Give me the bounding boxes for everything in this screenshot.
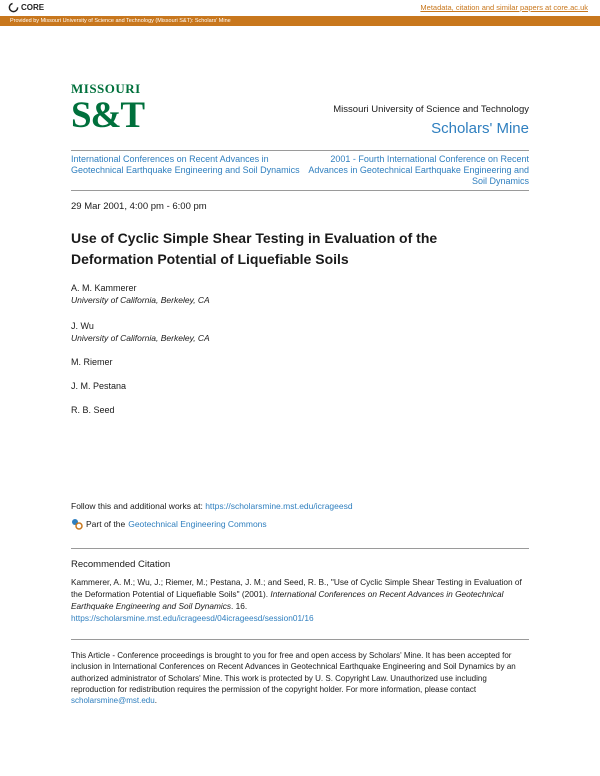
citation-number: . 16. <box>231 601 248 611</box>
divider <box>71 548 529 549</box>
author-affiliation: University of California, Berkeley, CA <box>71 333 210 343</box>
follow-line <box>71 501 353 511</box>
follow-url-link[interactable]: https://scholarsmine.mst.edu/icrageesd <box>205 501 353 511</box>
logo-st-text: S&T <box>71 95 145 136</box>
access-notice <box>71 650 533 706</box>
scholars-mine-link[interactable]: Scholars' Mine <box>431 120 529 137</box>
follow-prefix: Follow this and additional works at: <box>71 501 206 511</box>
provided-by-banner: Provided by Missouri University of Science and Technology (Missouri S&T): Scholars' Mine <box>0 16 600 26</box>
top-bar <box>0 0 600 16</box>
author-name: M. Riemer <box>71 357 113 367</box>
author-name: R. B. Seed <box>71 405 115 415</box>
author-name: J. Wu <box>71 321 94 331</box>
paper-title: Use of Cyclic Simple Shear Testing in Evaluation of the Deformation Potential of Liquefiable Soils <box>71 230 438 267</box>
part-of-line <box>71 518 267 530</box>
citation-text <box>71 576 533 624</box>
collection-link-left[interactable]: International Conferences on Recent Advances in Geotechnical Earthquake Engineering and Soil Dynamics <box>71 154 300 175</box>
author-name: A. M. Kammerer <box>71 283 137 293</box>
logo-missouri-text: MISSOURI <box>71 81 141 96</box>
access-notice-body: This Article - Conference proceedings is brought to you for free and open access by Scholars' Mine. It has been accepted for inclusion in International Conferences on Recent Advances in Geotechnical Earthquake Engineering and Soil Dynamics by an authorized administrator of Scholars' Mine. This work is protected by U. S. Copyright Law. Unauthorized use including reproduction for redistribution requires the permission of the copyright holder. For more information, please contact <box>71 651 516 694</box>
missouri-st-logo[interactable] <box>71 82 144 137</box>
access-notice-end: . <box>154 696 157 706</box>
divider <box>71 639 529 640</box>
core-label: CORE <box>21 3 45 12</box>
contact-email-link[interactable]: scholarsmine@mst.edu <box>71 696 155 706</box>
citation-url-link[interactable]: https://scholarsmine.mst.edu/icrageesd/04icrageesd/session01/16 <box>71 613 314 623</box>
citation-body: Kammerer, A. M.; Wu, J.; Riemer, M.; Pestana, J. M.; and Seed, R. B., "Use of Cyclic Simple Shear Testing in Evaluation of the Deformation Potential of Liquefiable Soils" (2001). <box>71 577 522 599</box>
collection-link-right[interactable]: 2001 - Fourth International Conference on Recent Advances in Geotechnical Earthquake Engineering and Soil Dynamics <box>308 154 529 186</box>
author-affiliation: University of California, Berkeley, CA <box>71 295 210 305</box>
core-icon <box>8 2 19 13</box>
part-of-prefix: Part of the <box>86 519 126 529</box>
metadata-link[interactable]: Metadata, citation and similar papers at core.ac.uk <box>420 3 588 12</box>
divider <box>71 190 529 191</box>
event-date: 29 Mar 2001, 4:00 pm - 6:00 pm <box>71 201 207 212</box>
commons-link[interactable]: Geotechnical Engineering Commons <box>128 519 267 529</box>
core-logo[interactable] <box>8 2 44 13</box>
author-name: J. M. Pestana <box>71 381 127 391</box>
commons-network-icon <box>71 518 83 530</box>
divider <box>71 150 529 151</box>
university-name: Missouri University of Science and Technology <box>333 104 529 115</box>
recommended-citation-heading: Recommended Citation <box>71 559 171 570</box>
citation-series: International Conferences on Recent Advances in Geotechnical Earthquake Engineering and Soil Dynamics <box>71 589 504 611</box>
